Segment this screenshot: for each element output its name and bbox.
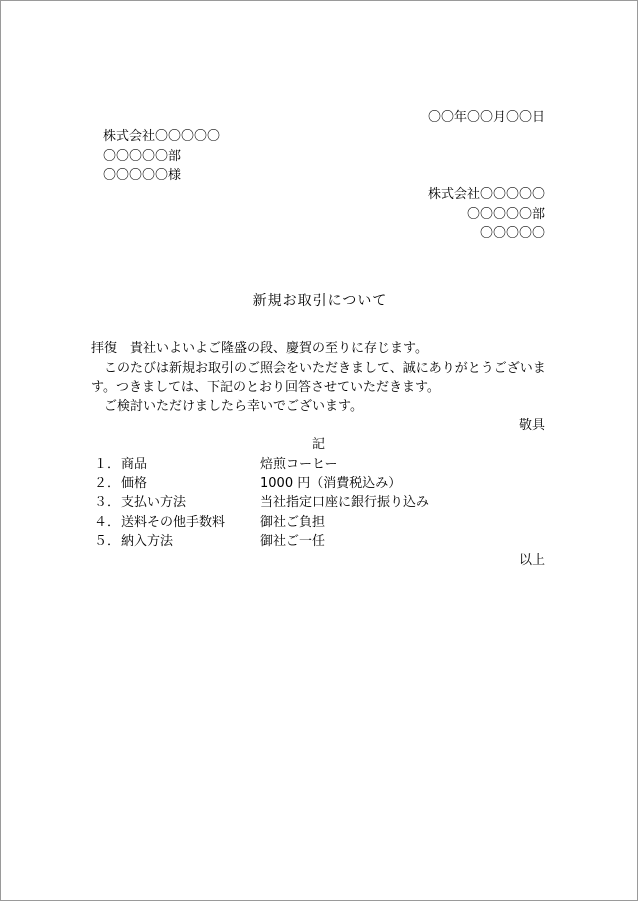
item-value: 御社ご一任 [260, 534, 326, 549]
item-label: 送料その他手数料 [121, 515, 226, 530]
closing-ijou: 以上 [518, 553, 545, 568]
ki-heading: 記 [312, 437, 326, 452]
recipient-name: 〇〇〇〇〇様 [103, 168, 182, 183]
item-value: 1000 円（消費税込み） [260, 476, 402, 491]
item-value: 御社ご負担 [260, 515, 326, 530]
sender-department: 〇〇〇〇〇部 [466, 207, 545, 222]
item-value: 焙煎コーヒー [260, 457, 338, 472]
body-line-2: このたびは新規お取引のご照会をいただきまして、誠にありがとうございま [104, 361, 546, 376]
sender-company: 株式会社〇〇〇〇〇 [427, 187, 545, 202]
item-label: 納入方法 [121, 534, 174, 549]
item-label: 商品 [121, 457, 148, 472]
recipient-company: 株式会社〇〇〇〇〇 [103, 129, 221, 144]
letter-date: 〇〇年〇〇月〇〇日 [427, 110, 545, 125]
item-number: １． [94, 457, 121, 472]
item-number: ５． [94, 534, 121, 549]
letter-title: 新規お取引について [252, 293, 388, 309]
item-value: 当社指定口座に銀行振り込み [260, 495, 430, 510]
item-number: ２． [94, 476, 121, 491]
body-line-3: す。つきましては、下記のとおり回答させていただきます。 [91, 380, 440, 395]
item-label: 価格 [121, 476, 148, 491]
body-line-greeting: 拝復 貴社いよいよご隆盛の段、慶賀の至りに存じます。 [91, 341, 428, 356]
item-number: ４． [94, 515, 121, 530]
closing-keigu: 敬具 [518, 418, 545, 433]
item-number: ３． [94, 495, 121, 510]
body-line-4: ご検討いただけましたら幸いでございます。 [104, 399, 363, 414]
item-label: 支払い方法 [121, 495, 187, 510]
sender-name: 〇〇〇〇〇 [479, 226, 545, 241]
recipient-department: 〇〇〇〇〇部 [103, 149, 182, 164]
